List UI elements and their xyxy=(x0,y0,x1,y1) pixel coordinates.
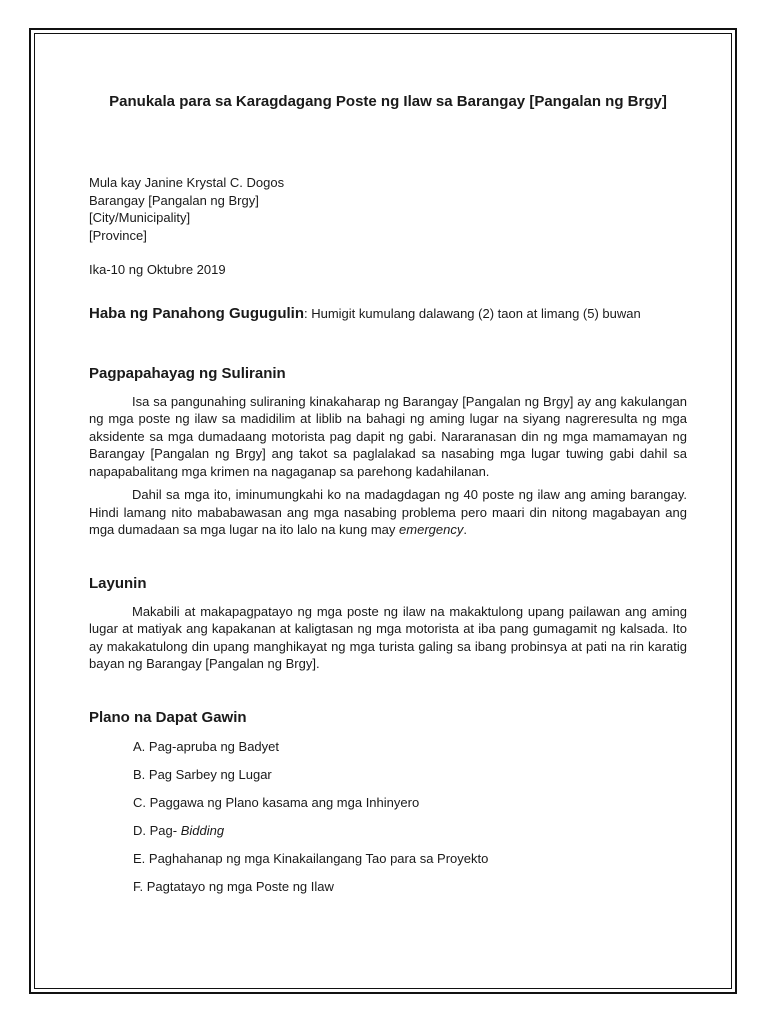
objective-section xyxy=(89,574,687,673)
objective-heading: Layunin xyxy=(89,574,147,592)
plan-item xyxy=(133,878,687,895)
plan-section xyxy=(89,708,687,895)
problem-paragraph-2-text: Dahil sa mga ito, iminumungkahi ko na madagdagan ng 40 poste ng ilaw ang aming barangay. Hindi lamang nito mababawasan ang mga nasabing problema pero maari din nitong magabayan ang mga dumadaan sa mga lugar na ito lalo na kung may xyxy=(89,487,687,537)
objective-paragraph: Makabili at makapagpatayo ng mga poste ng ilaw na makaktulong upang pailawan ang aming lugar at matiyak ang kapakanan at kaligtasan ng mga motorista at iba pang gumagamit ng kalsada. Ito ay makakatulong din upang manghikayat ng mga turista galing sa ibang probinsya at pati na rin karatig bayan ng Barangay [Pangalan ng Brgy]. xyxy=(89,603,687,671)
plan-list xyxy=(89,738,687,895)
problem-paragraph-2-end: . xyxy=(463,522,467,537)
plan-item-emphasis: Bidding xyxy=(180,822,225,838)
document-title: Panukala para sa Karagdagang Poste ng Ilaw sa Barangay [Pangalan ng Brgy] xyxy=(109,93,667,110)
sender-city: [City/Municipality] xyxy=(89,210,191,225)
sender-block xyxy=(89,174,687,244)
plan-item xyxy=(133,766,687,783)
sender-barangay: Barangay [Pangalan ng Brgy] xyxy=(89,192,259,208)
plan-item xyxy=(133,794,687,811)
plan-item xyxy=(133,822,687,839)
problem-section xyxy=(89,364,687,539)
plan-item-text: F. Pagtatayo ng mga Poste ng Ilaw xyxy=(133,878,334,894)
sender-name: Mula kay Janine Krystal C. Dogos xyxy=(89,175,285,190)
plan-item-text: D. Pag- xyxy=(133,822,181,838)
document-page xyxy=(89,92,687,906)
problem-paragraph-2 xyxy=(89,486,687,539)
document-date: Ika-10 ng Oktubre 2019 xyxy=(89,262,226,277)
duration-line xyxy=(89,305,687,323)
duration-value: : Humigit kumulang dalawang (2) taon at limang (5) buwan xyxy=(304,305,641,321)
problem-paragraph-1: Isa sa pangunahing suliraning kinakaharap ng Barangay [Pangalan ng Brgy] ay ang kakulangan ng mga poste ng ilaw sa madidilim at liblib na bahagi ng aming lugar na siyang nagreresulta ng mga aksidente sa mga dumadaang motorista pag dapit ng gabi. Nararanasan din ng mga mamamayan ng Barangay [Pangalan ng Brgy] ang takot sa paglalakad sa nasabing mga lugar tuwing gabi dahil sa napapabalitang mga krimen na nagaganap sa parehong kadahilanan. xyxy=(89,393,687,479)
plan-heading: Plano na Dapat Gawin xyxy=(89,708,247,726)
plan-item-text: E. Paghahanap ng mga Kinakailangang Tao para sa Proyekto xyxy=(133,850,489,866)
plan-item-text: B. Pag Sarbey ng Lugar xyxy=(133,766,272,782)
plan-item-text: C. Paggawa ng Plano kasama ang mga Inhinyero xyxy=(133,794,420,810)
plan-item xyxy=(133,738,687,755)
plan-item-text: A. Pag-apruba ng Badyet xyxy=(133,738,279,754)
duration-label: Haba ng Panahong Gugugulin xyxy=(89,304,304,322)
problem-heading: Pagpapahayag ng Suliranin xyxy=(89,364,286,382)
sender-province: [Province] xyxy=(89,227,147,243)
plan-item xyxy=(133,850,687,867)
emergency-term: emergency xyxy=(399,522,464,537)
